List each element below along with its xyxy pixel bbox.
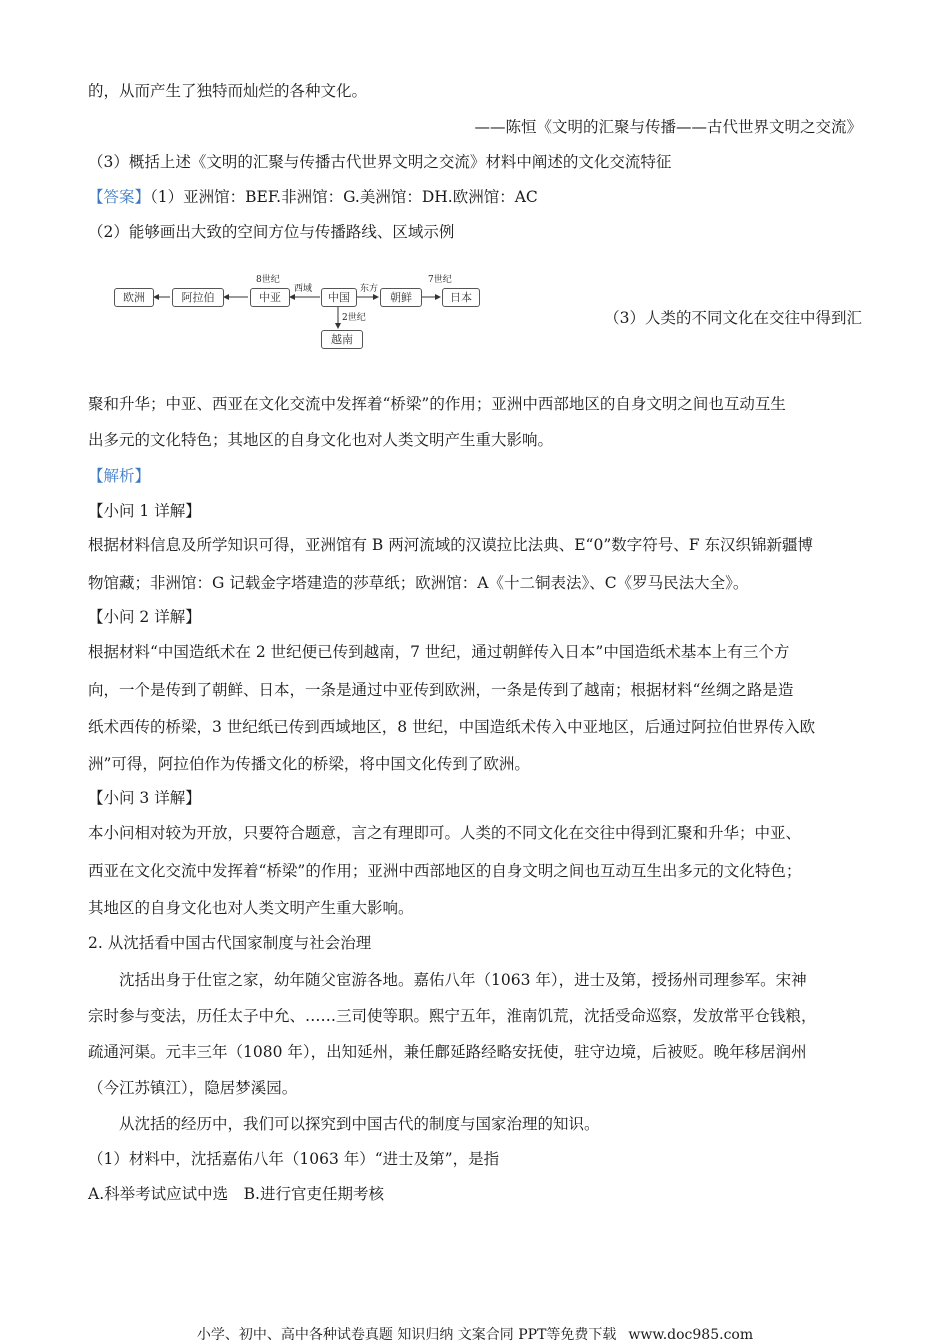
material-line-e: 从沈括的经历中，我们可以探究到中国古代的制度与国家治理的知识。 (119, 1115, 600, 1133)
answer-1-text: （1）亚洲馆：BEF.非洲馆：G.美洲馆：DH.欧洲馆：AC (150, 188, 538, 206)
analysis-tag: 【解析】 (88, 467, 151, 485)
sub-question-1-heading: 【小问 1 详解】 (88, 502, 201, 520)
sub-1-line-a: 根据材料信息及所学知识可得，亚洲馆有 B 两河流域的汉谟拉比法典、E“0”数字符号、F 东汉织锦新疆博 (88, 536, 813, 554)
node-japan: 日本 (442, 288, 480, 307)
answer-line-2: （2）能够画出大致的空间方位与传播路线、区域示例 (88, 223, 455, 241)
sub-2-line-c: 纸术西传的桥梁，3 世纪纸已传到西域地区，8 世纪，中国造纸术传入中亚地区，后通过阿拉伯世界传入欧 (88, 718, 816, 736)
sub-2-line-d: 洲”可得，阿拉伯作为传播文化的桥梁，将中国文化传到了欧洲。 (88, 755, 530, 773)
answer-line-1 (88, 186, 862, 208)
material-line-b: 宗时参与变法，历任太子中允、……三司使等职。熙宁五年，淮南饥荒，沈括受命巡察，发放常平仓钱粮， (88, 1007, 817, 1025)
answer-3-start: （3）人类的不同文化在交往中得到汇 (604, 309, 862, 327)
material-line-d: （今江苏镇江），隐居梦溪园。 (88, 1079, 298, 1097)
answer-tag: 【答案】 (88, 188, 151, 206)
label-8th-century: 8世纪 (256, 275, 280, 285)
question-2-title: 2. 从沈括看中国古代国家制度与社会治理 (88, 934, 372, 952)
sub-3-line-a: 本小问相对较为开放，只要符合题意，言之有理即可。人类的不同文化在交往中得到汇聚和升华；中亚、 (88, 824, 802, 842)
page-footer (0, 1324, 950, 1344)
label-xiyu: 西域 (294, 284, 313, 294)
question-2-1-options: A.科举考试应试中选 B.进行官吏任期考核 (88, 1185, 384, 1203)
footer-text: 小学、初中、高中各种试卷真题 知识归纳 文案合同 PPT等免费下载 (196, 1327, 617, 1343)
label-dongfang: 东方 (360, 284, 379, 294)
answer-3-line-b: 出多元的文化特色；其地区的自身文化也对人类文明产生重大影响。 (88, 431, 554, 449)
node-korea: 朝鲜 (380, 288, 422, 307)
sub-3-line-b: 西亚在文化交流中发挥着“桥梁”的作用；亚洲中西部地区的自身文明之间也互动互生出多元的文化特色； (88, 862, 802, 880)
footer-site-link[interactable]: www.doc985.com (628, 1327, 754, 1343)
sub-3-line-c: 其地区的自身文化也对人类文明产生重大影响。 (88, 899, 414, 917)
node-central-asia: 中亚 (250, 288, 290, 307)
answer-3-line-a: 聚和升华；中亚、西亚在文化交流中发挥着“桥梁”的作用；亚洲中西部地区的自身文明之间也互动互生 (88, 395, 786, 413)
sub-2-line-b: 向，一个是传到了朝鲜、日本，一条是通过中亚传到欧洲，一条是传到了越南；根据材料“丝绸之路是造 (88, 681, 794, 699)
sub-2-line-a: 根据材料“中国造纸术在 2 世纪便已传到越南，7 世纪，通过朝鲜传入日本”中国造纸术基本上有三个方 (88, 643, 790, 661)
material-line-c: 疏通河渠。元丰三年（1080 年），出知延州，兼任鄜延路经略安抚使，驻守边境，后被贬。晚年移居润州 (88, 1043, 807, 1061)
sub-question-2-heading: 【小问 2 详解】 (88, 608, 201, 626)
question-2-1: （1）材料中，沈括嘉佑八年（1063 年）“进士及第”，是指 (88, 1150, 500, 1168)
node-europe: 欧洲 (114, 288, 154, 307)
question-3: （3）概括上述《文明的汇聚与传播古代世界文明之交流》材料中阐述的文化交流特征 (88, 153, 672, 171)
label-7th-century: 7世纪 (428, 275, 452, 285)
sub-1-line-b: 物馆藏；非洲馆：G 记载金字塔建造的莎草纸；欧洲馆：A《十二铜表法》、C《罗马民法大全》。 (88, 574, 749, 592)
node-china: 中国 (321, 288, 357, 307)
material-line-a: 沈括出身于仕宦之家，幼年随父宦游各地。嘉佑八年（1063 年），进士及第，授扬州司理参军。宋神 (119, 971, 807, 989)
line-1: 的，从而产生了独特而灿烂的各种文化。 (88, 82, 368, 100)
label-2nd-century: 2世纪 (342, 313, 366, 323)
node-arabia: 阿拉伯 (172, 288, 224, 307)
source-citation: ——陈恒《文明的汇聚与传播——古代世界文明之交流》 (474, 118, 862, 136)
sub-question-3-heading: 【小问 3 详解】 (88, 789, 201, 807)
node-vietnam: 越南 (321, 330, 363, 349)
